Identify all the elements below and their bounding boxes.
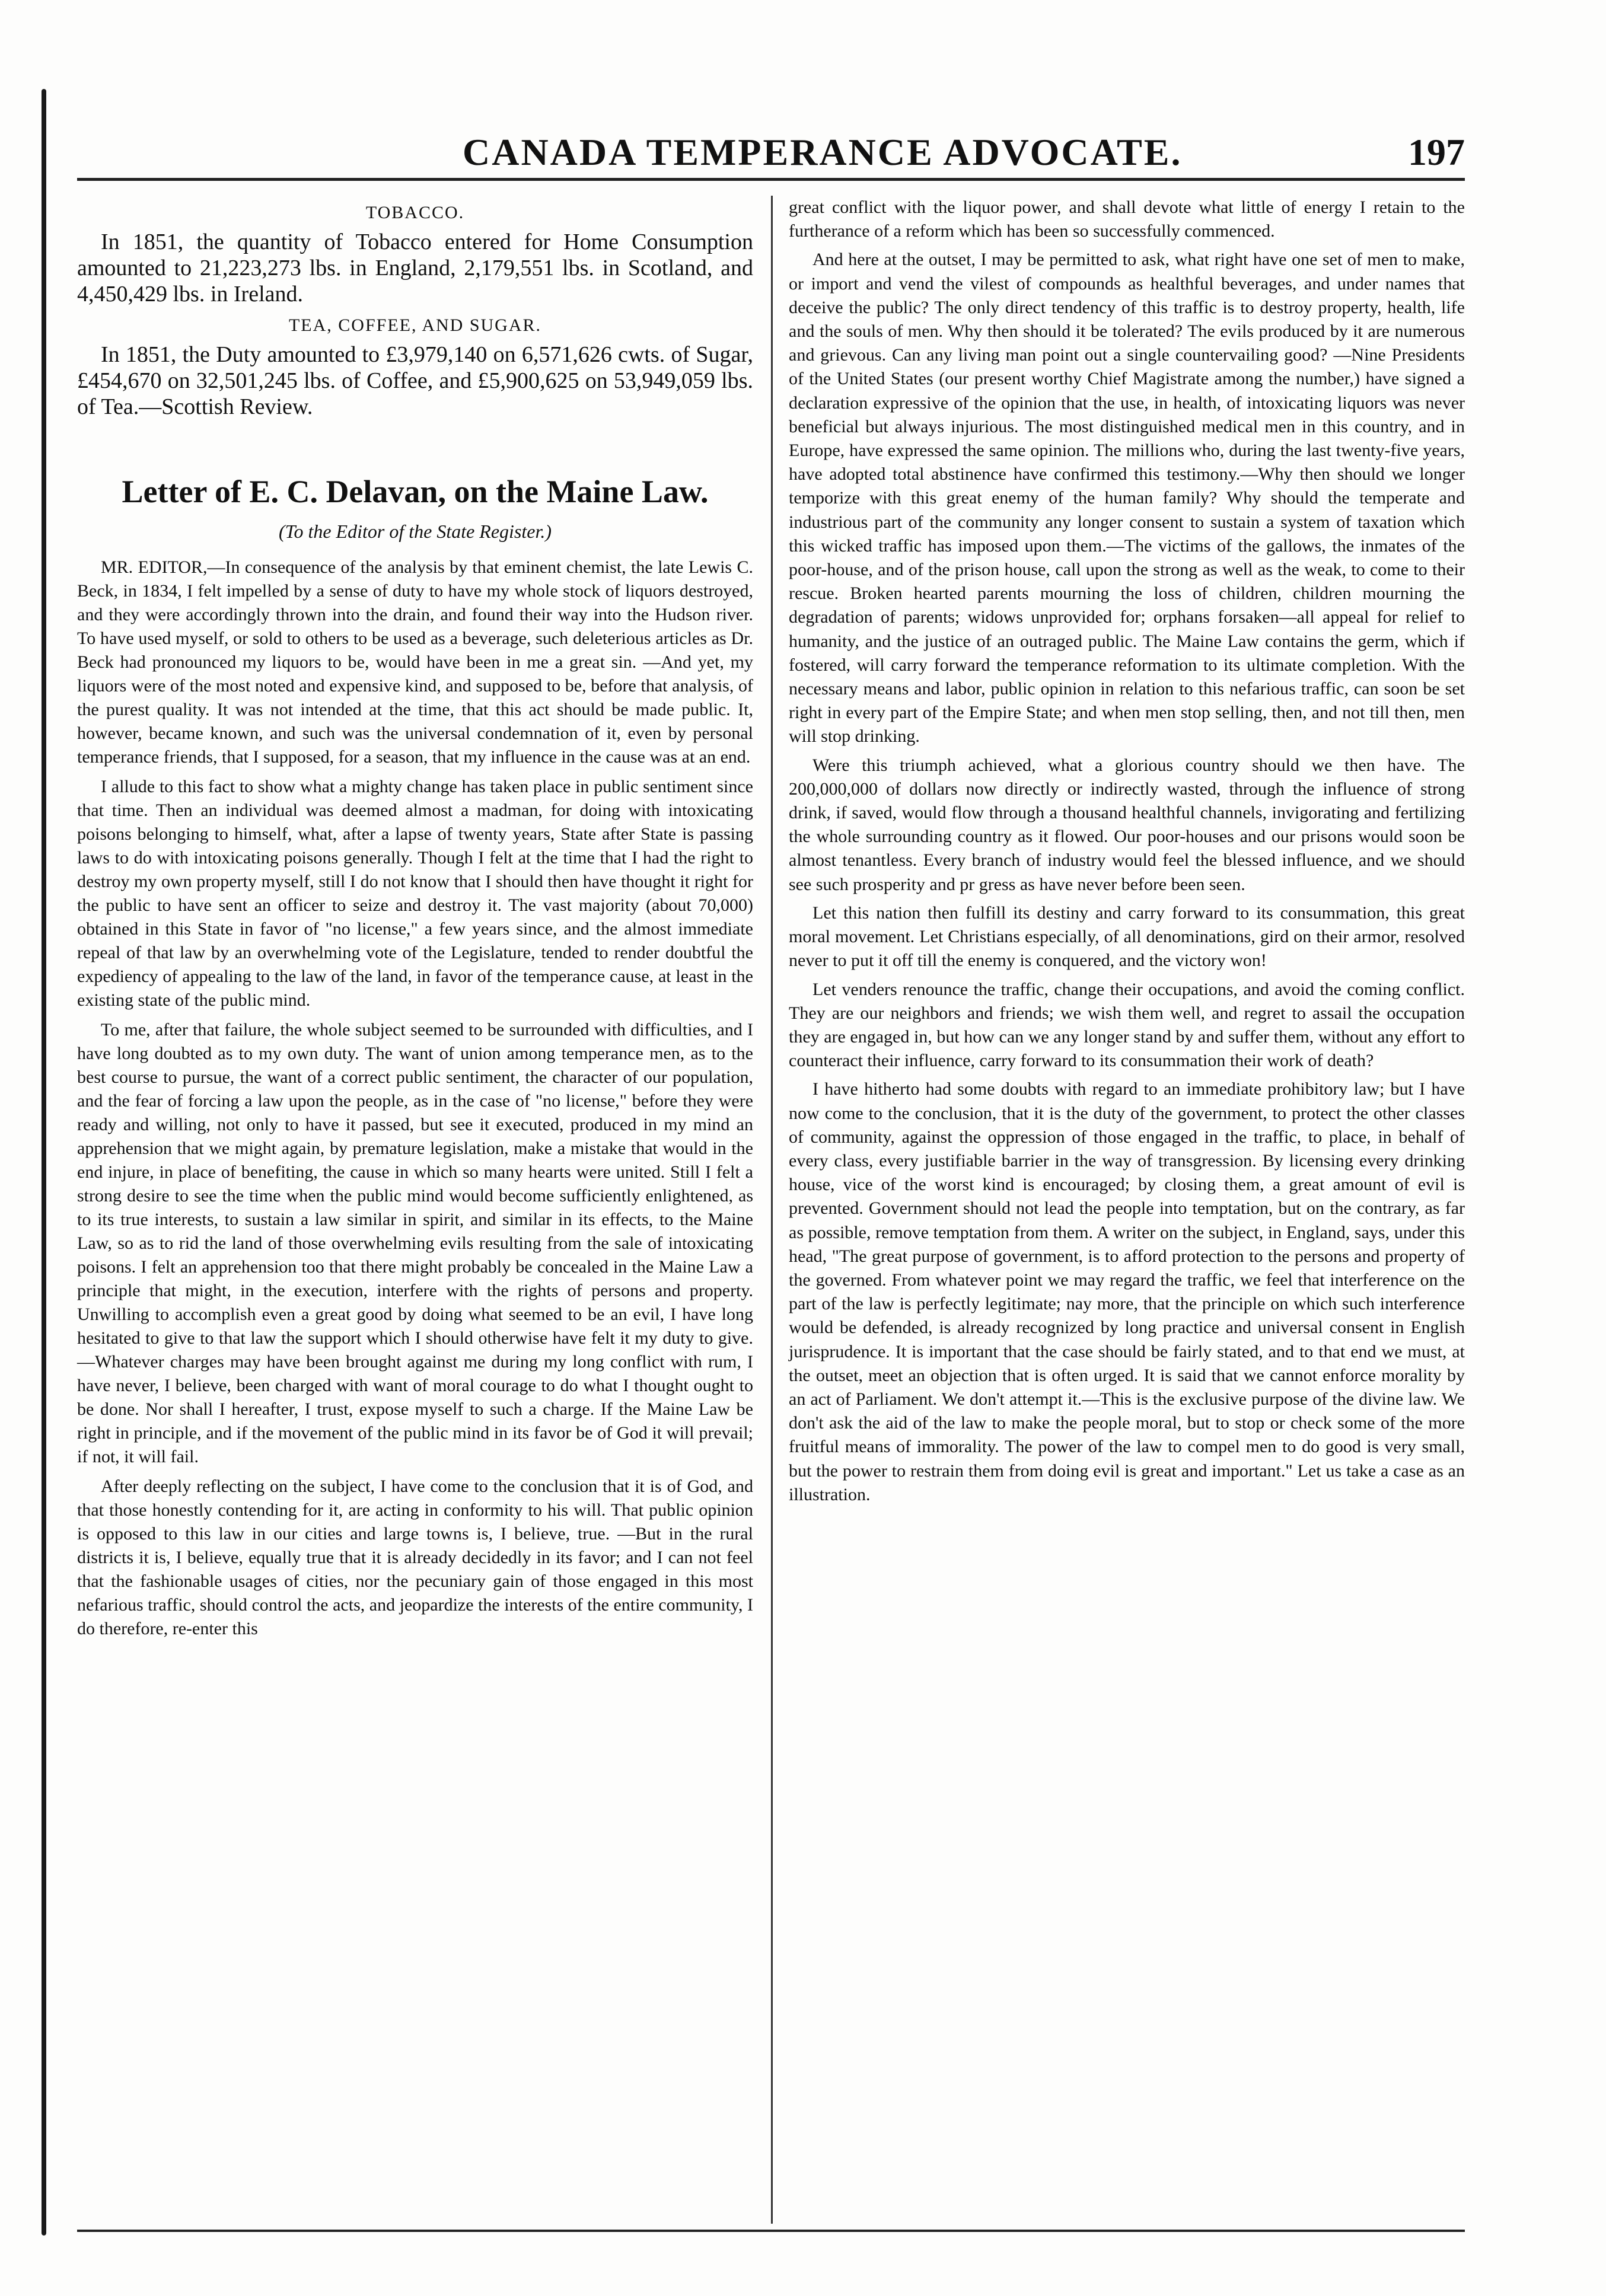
tea-paragraph: In 1851, the Duty amounted to £3,979,140 on 6,571,626 cwts. of Sugar, £454,670 on 32,501,245 lbs. of Coffee, and £5,900,625 on 53,949,059 lbs. of Tea.—Scottish Review. [77, 342, 753, 419]
column-divider [771, 196, 773, 2224]
article-paragraph: great conflict with the liquor power, and shall devote what little of energy I retain to the furtherance of a reform which has been so successfully commenced. [789, 197, 1465, 241]
publication-title: CANADA TEMPERANCE ADVOCATE. [463, 131, 1183, 173]
article-paragraph: To me, after that failure, the whole subject seemed to be surrounded with difficulties, and I have long doubted as to my own duty. The want of union among temperance men, as to the best course to pursue, the want of a correct public sentiment, the character of our population, and the fear of forcing a law upon the people, as in the case of "no license," before they were ready and willing, not only to have it passed, but see it executed, produced in my mind an apprehension that we might again, by premature legislation, make a mistake that would in the end injure, in place of benefiting, the cause in which so many hearts were united. Still I felt a strong desire to see the time when the public mind would become sufficiently enlightened, as to its true interests, to sustain a law similar in spirit, and similar in its effects, to the Maine Law, so as to rid the land of those overwhelming evils resulting from the sale of intoxicating poisons. I felt an apprehension too that there might probably be concealed in the Maine Law a principle that might, in the execution, interfere with the rights of persons and property. Unwilling to accomplish even a great good by doing what seemed to be an evil, I have long hesitated to give to that law the support which I should otherwise have felt it my duty to give.—Whatever charges may have been brought against me during my long conflict with rum, I have never, I believe, been charged with want of moral courage to do what I thought ought to be done. Nor shall I hereafter, I trust, expose myself to such a charge. If the Maine Law be right in principle, and if the movement of the public mind in its favor be of God it will prevail; if not, it will fail. [77, 1020, 753, 1466]
tea-coffee-sugar-heading: TEA, COFFEE, AND SUGAR. [288, 315, 542, 335]
article-paragraph: Let venders renounce the traffic, change their occupations, and avoid the coming conflict. They are our neighbors and friends; we wish them well, and regret to assail the occupation they are engaged in, but how can we any longer stand by and suffer them, without any effort to counteract their influence, carry forward to its consummation their work of death? [789, 979, 1465, 1071]
article-paragraph: I have hitherto had some doubts with regard to an immediate prohibitory law; but I have now come to the conclusion, that it is the duty of the government, to protect the other classes of community, against the oppression of those engaged in the traffic, to place, in behalf of every class, every justifiable barrier in the way of transgression. By licensing every drinking house, vice of the worst kind is encouraged; by closing them, a great amount of evil is prevented. Government should not lead the people into temptation, but on the contrary, as far as possible, remove temptation from them. A writer on the subject, in England, says, under this head, "The great purpose of government, is to afford protection to the persons and property of the governed. From whatever point we may regard the traffic, we feel that interference on the part of the law is perfectly legitimate; nay more, that the principle on which such interference would be defended, is already recognized by long practice and universal consent in English jurisprudence. It is important that the case should be fairly stated, and to that end we must, at the outset, meet an objection that is often urged. It is said that we cannot enforce morality by an act of Parliament. We don't attempt it.—This is the exclusive purpose of the divine law. We don't ask the aid of the law to make the people moral, but to stop or check some of the more fruitful means of immorality. The power of the law to compel men to do good is very small, but the power to restrain them from doing evil is great and important." Let us take a case as an illustration. [789, 1079, 1465, 1504]
article-paragraph: And here at the outset, I may be permitted to ask, what right have one set of men to make, or import and vend the vilest of compounds as healthful beverages, and under names that deceive the public? The only direct tendency of this traffic is to destroy property, health, life and the souls of men. Why then should it be tolerated? The evils produced by it are numerous and grievous. Can any living man point out a single countervailing good? —Nine Presidents of the United States (our present worthy Chief Magistrate among the number,) have signed a declaration expressive of the opinion that the use, in health, of intoxicating liquors was never beneficial but always injurious. The most distinguished medical men in this country, and in Europe, have expressed the same opinion. The millions who, during the last twenty-five years, have adopted total abstinence have confirmed this testimony.—Why then should we longer temporize with this great enemy of the human family? Why should the temperate and industrious part of the community any longer consent to sustain a system of taxation which this wicked traffic has imposed upon them.—The victims of the gallows, the inmates of the poor-house, and of the prison house, call upon the strong as well as the weak, to come to their rescue. Broken hearted parents mourning the loss of children, children mourning the degradation of parents; widows unprovided for; orphans forsaken—all appeal for relief to humanity, and the justice of an outraged public. The Maine Law contains the germ, which if fostered, will carry forward the temperance reformation to its ultimate completion. With the necessary means and labor, public opinion in relation to this nefarious traffic, can soon be set right in every part of the Empire State; and when men stop selling, then, and not till then, men will stop drinking. [789, 250, 1465, 747]
article-title: Letter of E. C. Delavan, on the Maine Law. [122, 474, 709, 509]
left-column [77, 196, 753, 1647]
footer-rule [77, 2230, 1465, 2232]
header-rule [77, 178, 1465, 181]
article-paragraph: Were this triumph achieved, what a glorious country should we then have. The 200,000,000 of dollars now directly or indirectly wasted, through the influence of strong drink, if saved, would flow through a thousand healthful channels, invigorating and fertilizing the whole surrounding country as it flowed. Our poor-houses and our prisons would soon be almost tenantless. Every branch of industry would feel the blessed influence, and we should see such prosperity and pr gress as have never before been seen. [789, 755, 1465, 894]
article-paragraph: Let this nation then fulfill its destiny and carry forward to its consummation, this great moral movement. Let Christians especially, of all denominations, gird on their armor, resolved never to put it off till the enemy is conquered, and the victory won! [789, 903, 1465, 971]
tobacco-paragraph: In 1851, the quantity of Tobacco entered for Home Consumption amounted to 21,223,273 lbs. in England, 2,179,551 lbs. in Scotland, and 4,450,429 lbs. in Ireland. [77, 229, 753, 307]
article-paragraph: I allude to this fact to show what a mighty change has taken place in public sentiment since that time. Then an individual was deemed almost a madman, for doing with intoxicating poisons belonging to himself, what, after a lapse of twenty years, State after State is passing laws to do with intoxicating poisons generally. Though I felt at the time that I had the right to destroy my own property myself, still I do not know that I should then have thought it right for the public to have sent an officer to seize and destroy it. The vast majority (about 70,000) obtained in this State in favor of "no license," a few years since, and the almost immediate repeal of that law by an overwhelming vote of the Legislature, tended to render doubtful the expediency of appealing to the law of the land, in favor of the temperance cause, at least in the existing state of the public mind. [77, 777, 753, 1010]
page-number: 197 [1408, 131, 1465, 173]
article-subtitle: (To the Editor of the State Register.) [278, 521, 552, 542]
article-paragraph: MR. EDITOR,—In consequence of the analysis by that eminent chemist, the late Lewis C. Beck, in 1834, I felt impelled by a sense of duty to have my whole stock of liquors destroyed, and they were accordingly thrown into the drain, and found their way into the Hudson river. To have used myself, or sold to others to be used as a beverage, such deleterious articles as Dr. Beck had pronounced my liquors to be, would have been in me a great sin. —And yet, my liquors were of the most noted and expensive kind, and supposed to be, before that analysis, of the purest quality. It was not intended at the time, that this act should be made public. It, however, became known, and such was the universal condemnation of it, even by personal temperance friends, that I supposed, for a season, that my influence in the cause was at an end. [77, 557, 753, 767]
page-header [77, 95, 1465, 178]
left-margin-rule [42, 89, 46, 2236]
article-paragraph: After deeply reflecting on the subject, I have come to the conclusion that it is of God, and that those honestly contending for it, are acting in conformity to his will. That public opinion is opposed to this law in our cities and large towns is, I believe, true. —But in the rural districts it is, I believe, equally true that it is already decidedly in its favor; and I can not feel that the fashionable usages of cities, nor the pecuniary gain of those engaged in this most nefarious traffic, should control the acts, and jeopardize the interests of the entire community, I do therefore, re-enter this [77, 1477, 753, 1638]
tobacco-heading: TOBACCO. [365, 203, 465, 222]
right-column [789, 196, 1465, 1511]
